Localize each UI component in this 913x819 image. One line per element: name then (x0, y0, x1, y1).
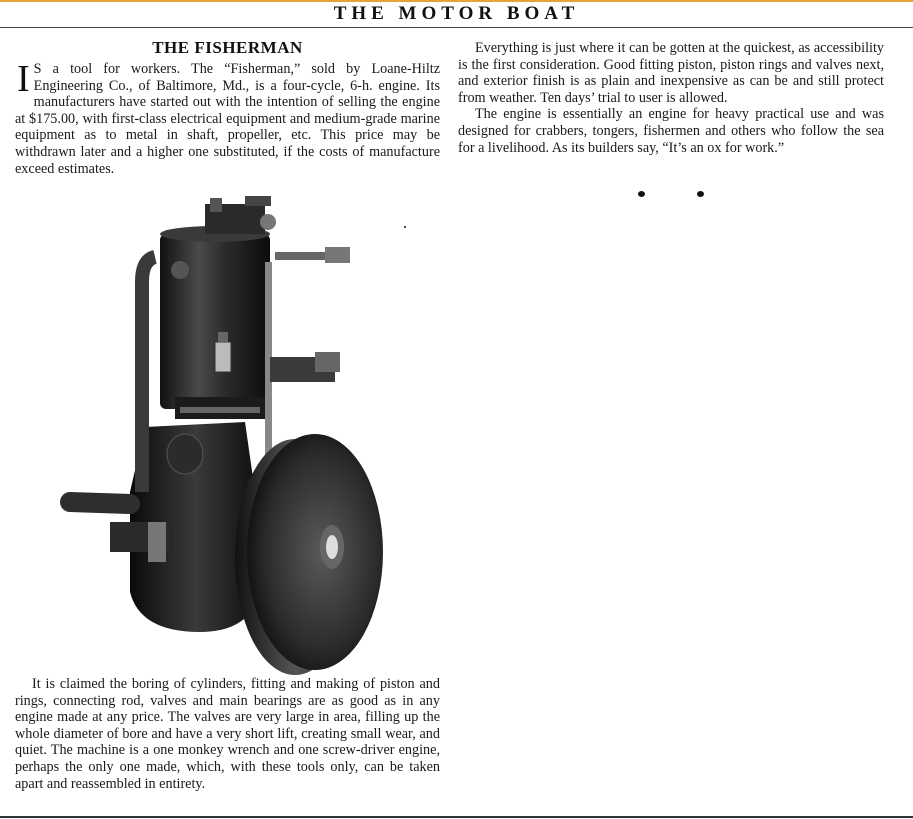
cylinder-head-fittings (205, 196, 276, 234)
drop-cap: I (17, 58, 30, 100)
pipe-fitting (171, 261, 189, 279)
cylinder (160, 226, 270, 419)
ink-speck (638, 191, 645, 197)
ox-paragraph: The engine is essentially an engine for heavy practical use and was designed for crabbers, tongers, fishermen and others who follow the sea for a livelihood. As its builders say, “It’s an ox for work.” (458, 106, 884, 156)
boring-paragraph: It is claimed the boring of cylinders, fitting and making of piston and rings, connecting rod, valves and main bearings are as good as in any engine made at any price. The valves are very large in area, filling up the whole diameter of bore and have a very short lift, creating small wear, and quiet. The machine is a one monkey wrench and one screw-driver engine, perhaps the only one made, which, with these tools only, can be taken apart and reassembled in entirety. (15, 676, 440, 792)
engine-illustration (60, 192, 390, 676)
ink-speck (697, 191, 704, 197)
top-border (0, 0, 913, 2)
right-column (458, 40, 884, 156)
intro-text: S a tool for workers. The “Fisherman,” sold by Loane-Hiltz Engineering Co., of Baltimore, Md., is a four-cycle, 6-h. engine. Its manufacturers have started out with the intention of selling the engine at $175.00, with first-class electrical equipment and medium-grade marine equipment as to metal in shaft, propeller, etc. This price may be withdrawn later and a higher one substituted, if the costs of manufacture exceed estimates. (15, 61, 440, 177)
timer-bracket (275, 247, 350, 263)
page-header: THE MOTOR BOAT (333, 3, 580, 24)
ink-speck (404, 226, 406, 228)
intro-paragraph (15, 58, 440, 177)
flywheel (235, 434, 383, 675)
bottom-rule (0, 816, 913, 818)
left-column (15, 38, 440, 177)
carburetor (270, 352, 340, 382)
left-column-lower (15, 676, 440, 792)
accessibility-paragraph: Everything is just where it can be gotten at the quickest, as accessibility is the first consideration. Good fitting piston, piston rings and valves next, and exterior finish is as plain and inexpensive as can be and still protect from weather. Ten days’ trial to user is allowed. (458, 40, 884, 106)
header-rule (0, 27, 913, 28)
article-title: THE FISHERMAN (152, 38, 303, 57)
